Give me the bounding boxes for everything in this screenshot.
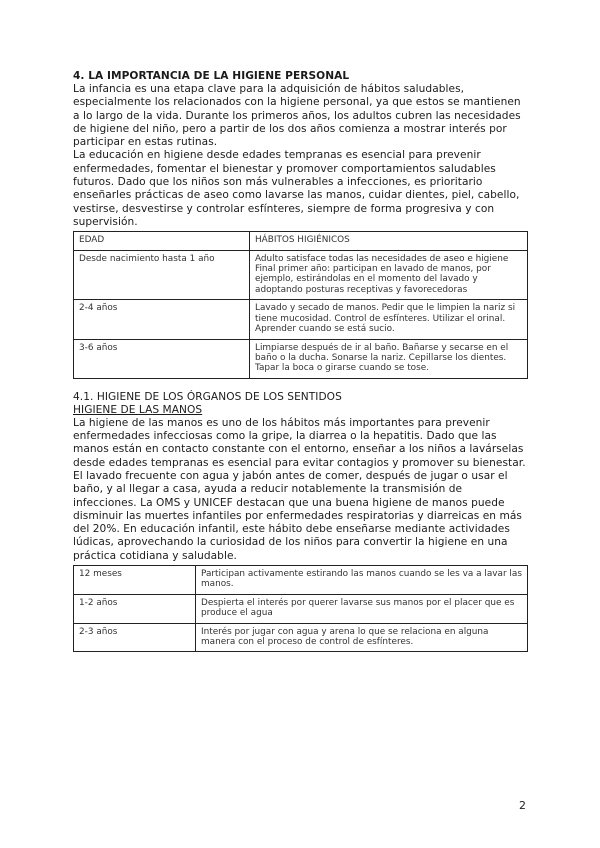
table-row xyxy=(74,339,528,378)
hygiene-habits-table xyxy=(73,231,528,378)
age-cell: 2-4 años xyxy=(74,300,250,339)
section-4-1-paragraph-1: La higiene de las manos es uno de los hábitos más importantes para prevenir enfermedades infecciosas como la gripe, la diarrea o la hepatitis. Dado que las manos están en contacto constante con el entorno, enseñar a los niños a lavárselas desde edades tempranas es esencial para evitar contagios y promover su bienestar. xyxy=(73,416,526,469)
table-row xyxy=(74,300,528,339)
description-cell: Participan activamente estirando las manos cuando se les va a lavar las manos. xyxy=(196,566,528,595)
age-cell: 12 meses xyxy=(74,566,196,595)
description-cell: Interés por jugar con agua y arena lo que se relaciona en alguna manera con el proceso de control de esfínteres. xyxy=(196,623,528,652)
age-cell: 1-2 años xyxy=(74,594,196,623)
header-habits: HÁBITOS HIGIÉNICOS xyxy=(250,232,528,250)
table-row xyxy=(74,250,528,300)
document-page xyxy=(73,70,528,652)
table-row xyxy=(74,566,528,595)
table-header-row xyxy=(74,232,528,250)
habits-cell xyxy=(250,250,528,300)
habit-text: Final primer año: participan en lavado de manos, por ejemplo, estirándolas en el momento del lavado y adoptando posturas receptivas y favorecedoras xyxy=(255,264,491,295)
section-4-paragraph-2: La educación en higiene desde edades tempranas es esencial para prevenir enfermedades, fomentar el bienestar y promover comportamientos saludables futuros. Dado que los niños son más vulnerables a infecciones, es prioritario enseñarles prácticas de aseo como lavarse las manos, cuidar dientes, piel, cabello, vestirse, desvestirse y controlar esfínteres, siempre de forma progresiva y con supervisión. xyxy=(73,149,520,228)
age-cell: Desde nacimiento hasta 1 año xyxy=(74,250,250,300)
habits-cell: Lavado y secado de manos. Pedir que le limpien la nariz si tiene mucosidad. Control de esfínteres. Utilizar el orinal. Aprender cuando se está sucio. xyxy=(250,300,528,339)
section-4-paragraph-1: La infancia es una etapa clave para la adquisición de hábitos saludables, especialmente los relacionados con la higiene personal, ya que estos se mantienen a lo largo de la vida. Durante los primeros años, los adultos cubren las necesidades de higiene del niño, pero a partir de los dos años comienza a mostrar interés por participar en estas rutinas. xyxy=(73,83,521,149)
hand-washing-table xyxy=(73,565,528,652)
section-4-title: 4. LA IMPORTANCIA DE LA HIGIENE PERSONAL xyxy=(73,70,350,82)
hand-hygiene-subtitle: HIGIENE DE LAS MANOS xyxy=(73,403,203,416)
section-4-1-title: 4.1. HIGIENE DE LOS ÓRGANOS DE LOS SENTIDOS xyxy=(73,390,342,403)
habit-text: Adulto satisface todas las necesidades de aseo e higiene xyxy=(255,253,509,264)
section-4-1-paragraph-2: El lavado frecuente con agua y jabón antes de comer, después de jugar o usar el baño, y al llegar a casa, ayuda a reducir notablemente la transmisión de infecciones. La OMS y UNICEF destacan que una buena higiene de manos puede disminuir las muertes infantiles por enfermedades respiratorias y diarreicas en más del 20%. En educación infantil, este hábito debe enseñarse mediante actividades lúdicas, aprovechando la curiosidad de los niños para convertir la higiene en una práctica cotidiana y saludable. xyxy=(73,469,522,562)
age-cell: 2-3 años xyxy=(74,623,196,652)
description-cell: Despierta el interés por querer lavarse sus manos por el placer que es produce el agua xyxy=(196,594,528,623)
page-number: 2 xyxy=(519,799,526,812)
header-age: EDAD xyxy=(74,232,250,250)
table-row xyxy=(74,623,528,652)
age-cell: 3-6 años xyxy=(74,339,250,378)
habits-cell: Limpiarse después de ir al baño. Bañarse y secarse en el baño o la ducha. Sonarse la nariz. Cepillarse los dientes. Tapar la boca o girarse cuando se tose. xyxy=(250,339,528,378)
table-row xyxy=(74,594,528,623)
